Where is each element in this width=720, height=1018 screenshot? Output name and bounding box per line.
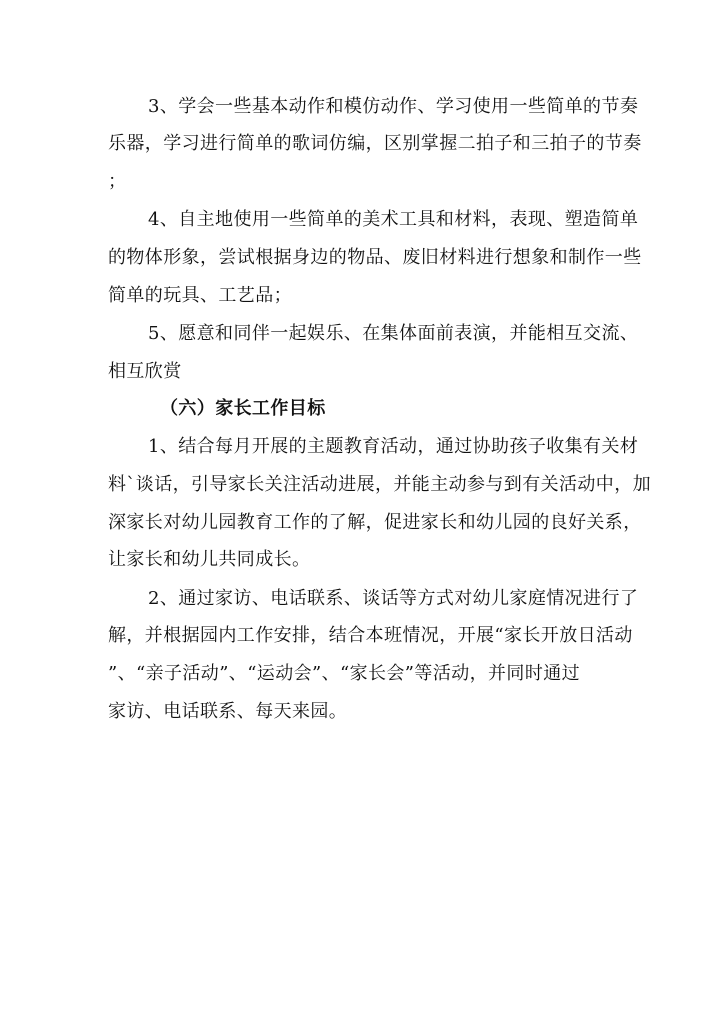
goal-2-line-2: 解，并根据园内工作安排，结合本班情况，开展“家长开放日活动 <box>108 625 633 646</box>
section-heading: （六）家长工作目标 <box>160 398 326 419</box>
goal-1-line-3: 深家长对幼儿园教育工作的了解，促进家长和幼儿园的良好关系， <box>108 512 642 533</box>
item-4-line-2: 的物体形象，尝试根据身边的物品、废旧材料进行想象和制作一些 <box>108 247 642 268</box>
goal-1-line-1: 1、结合每月开展的主题教育活动，通过协助孩子收集有关材 <box>148 436 639 457</box>
item-4-line-1: 4、自主地使用一些简单的美术工具和材料，表现、塑造简单 <box>148 209 639 230</box>
goal-2-line-3: ”、“亲子活动”、“运动会”、“家长会”等活动，并同时通过 <box>108 663 581 684</box>
item-4-line-3: 简单的玩具、工艺品； <box>108 285 292 306</box>
item-5-line-2: 相互欣赏 <box>108 361 182 382</box>
goal-1-line-2: 料`谈话，引导家长关注活动进展，并能主动参与到有关活动中，加 <box>108 474 651 495</box>
item-5-line-1: 5、愿意和同伴一起娱乐、在集体面前表演，并能相互交流、 <box>148 323 639 344</box>
goal-1-line-4: 让家长和幼儿共同成长。 <box>108 549 311 570</box>
goal-2-line-1: 2、通过家访、电话联系、谈话等方式对幼儿家庭情况进行了 <box>148 588 639 609</box>
item-3-line-1: 3、学会一些基本动作和模仿动作、学习使用一些简单的节奏 <box>148 96 639 117</box>
item-3-line-3: ； <box>108 171 127 192</box>
item-3-line-2: 乐器，学习进行简单的歌词仿编，区别掌握二拍子和三拍子的节奏 <box>108 133 642 154</box>
goal-2-line-4: 家访、电话联系、每天来园。 <box>108 701 348 722</box>
